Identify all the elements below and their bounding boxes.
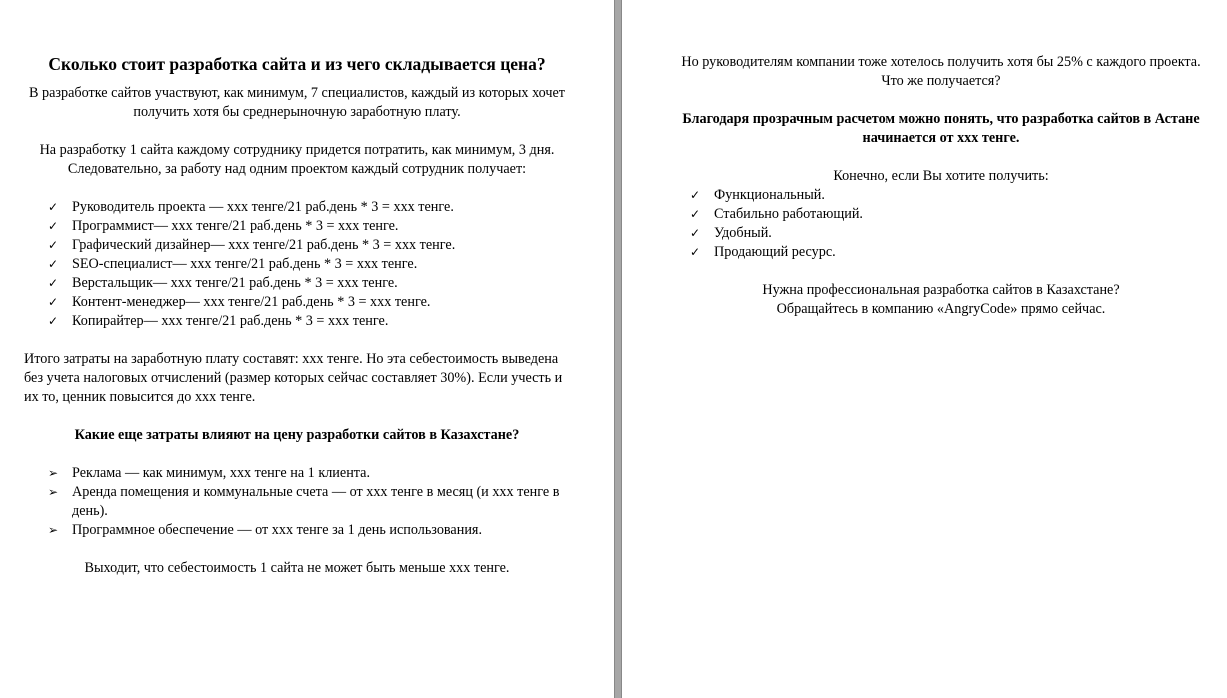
checkmark-icon: ✓ — [48, 295, 59, 309]
page-content — [676, 53, 1206, 319]
arrow-bullet-icon: ➢ — [48, 485, 59, 499]
question-line: Что же получается? — [881, 73, 1001, 89]
result-paragraph: Следовательно, за работу над одним проектом каждый сотрудник получает: — [67, 161, 527, 177]
checkmark-icon: ✓ — [48, 219, 59, 233]
document-title: Сколько стоит разработка сайта и из чего складывается цена? — [48, 54, 546, 74]
intro-paragraph: В разработке сайтов участвуют, как минимум, 7 специалистов, каждый из которых хочет получить хотя бы среднерыночную заработную плату. — [29, 85, 565, 120]
list-item: ✓ Функциональный. — [690, 187, 825, 203]
management-paragraph: Но руководителям компании тоже хотелось получить хотя бы 25% с каждого проекта. — [681, 54, 1201, 70]
checkmark-icon: ✓ — [690, 226, 701, 240]
costs-list — [24, 464, 570, 540]
list-item: ✓ Контент-менеджер— ххх тенге/21 раб.день * 3 = ххх тенге. — [48, 294, 431, 310]
offer-intro: Конечно, если Вы хотите получить: — [833, 168, 1049, 184]
arrow-bullet-icon: ➢ — [48, 466, 59, 480]
list-item: ✓ Программист— ххх тенге/21 раб.день * 3 = ххх тенге. — [48, 218, 399, 234]
checkmark-icon: ✓ — [48, 238, 59, 252]
list-item: ✓ SEO-специалист— ххх тенге/21 раб.день * 3 = ххх тенге. — [48, 256, 418, 272]
conclusion-paragraph: Выходит, что себестоимость 1 сайта не может быть меньше ххх тенге. — [84, 560, 510, 576]
cta-line: Обращайтесь в компанию «AngryCode» прямо сейчас. — [776, 301, 1106, 317]
checkmark-icon: ✓ — [690, 207, 701, 221]
costs-subheading: Какие еще затраты влияют на цену разработки сайтов в Казахстане? — [74, 427, 520, 443]
checkmark-icon: ✓ — [690, 245, 701, 259]
salary-list — [24, 198, 570, 331]
cta-line: Нужна профессиональная разработка сайтов в Казахстане? — [762, 282, 1120, 298]
list-item: ✓ Копирайтер— ххх тенге/21 раб.день * 3 = ххх тенге. — [48, 313, 389, 329]
arrow-bullet-icon: ➢ — [48, 523, 59, 537]
price-statement: Благодаря прозрачным расчетом можно понять, что разработка сайтов в Астане начинается от ххх тенге. — [682, 111, 1200, 146]
checkmark-icon: ✓ — [690, 188, 701, 202]
list-item: ➢ Программное обеспечение — от ххх тенге за 1 день использования. — [48, 522, 482, 538]
document-page-right — [621, 0, 1227, 698]
features-list — [676, 186, 1206, 262]
checkmark-icon: ✓ — [48, 314, 59, 328]
total-paragraph: Итого затраты на заработную плату составят: ххх тенге. Но эта себестоимость выведена без учета налоговых отчислений (размер которых сейчас составляет 30%). Если учесть и их то, ценник повысится до ххх тенге. — [24, 351, 563, 405]
list-item: ✓ Удобный. — [690, 225, 772, 241]
list-item: ➢ Аренда помещения и коммунальные счета — от ххх тенге в месяц (и ххх тенге в день). — [48, 484, 560, 519]
checkmark-icon: ✓ — [48, 276, 59, 290]
list-item: ➢ Реклама — как минимум, ххх тенге на 1 клиента. — [48, 465, 370, 481]
days-paragraph: На разработку 1 сайта каждому сотруднику придется потратить, как минимум, 3 дня. — [39, 142, 555, 158]
list-item: ✓ Продающий ресурс. — [690, 244, 836, 260]
checkmark-icon: ✓ — [48, 257, 59, 271]
list-item: ✓ Верстальщик— ххх тенге/21 раб.день * 3 = ххх тенге. — [48, 275, 398, 291]
list-item: ✓ Стабильно работающий. — [690, 206, 863, 222]
list-item: ✓ Графический дизайнер— ххх тенге/21 раб.день * 3 = ххх тенге. — [48, 237, 456, 253]
list-item: ✓ Руководитель проекта — ххх тенге/21 раб.день * 3 = ххх тенге. — [48, 199, 454, 215]
page-content — [24, 53, 570, 578]
checkmark-icon: ✓ — [48, 200, 59, 214]
